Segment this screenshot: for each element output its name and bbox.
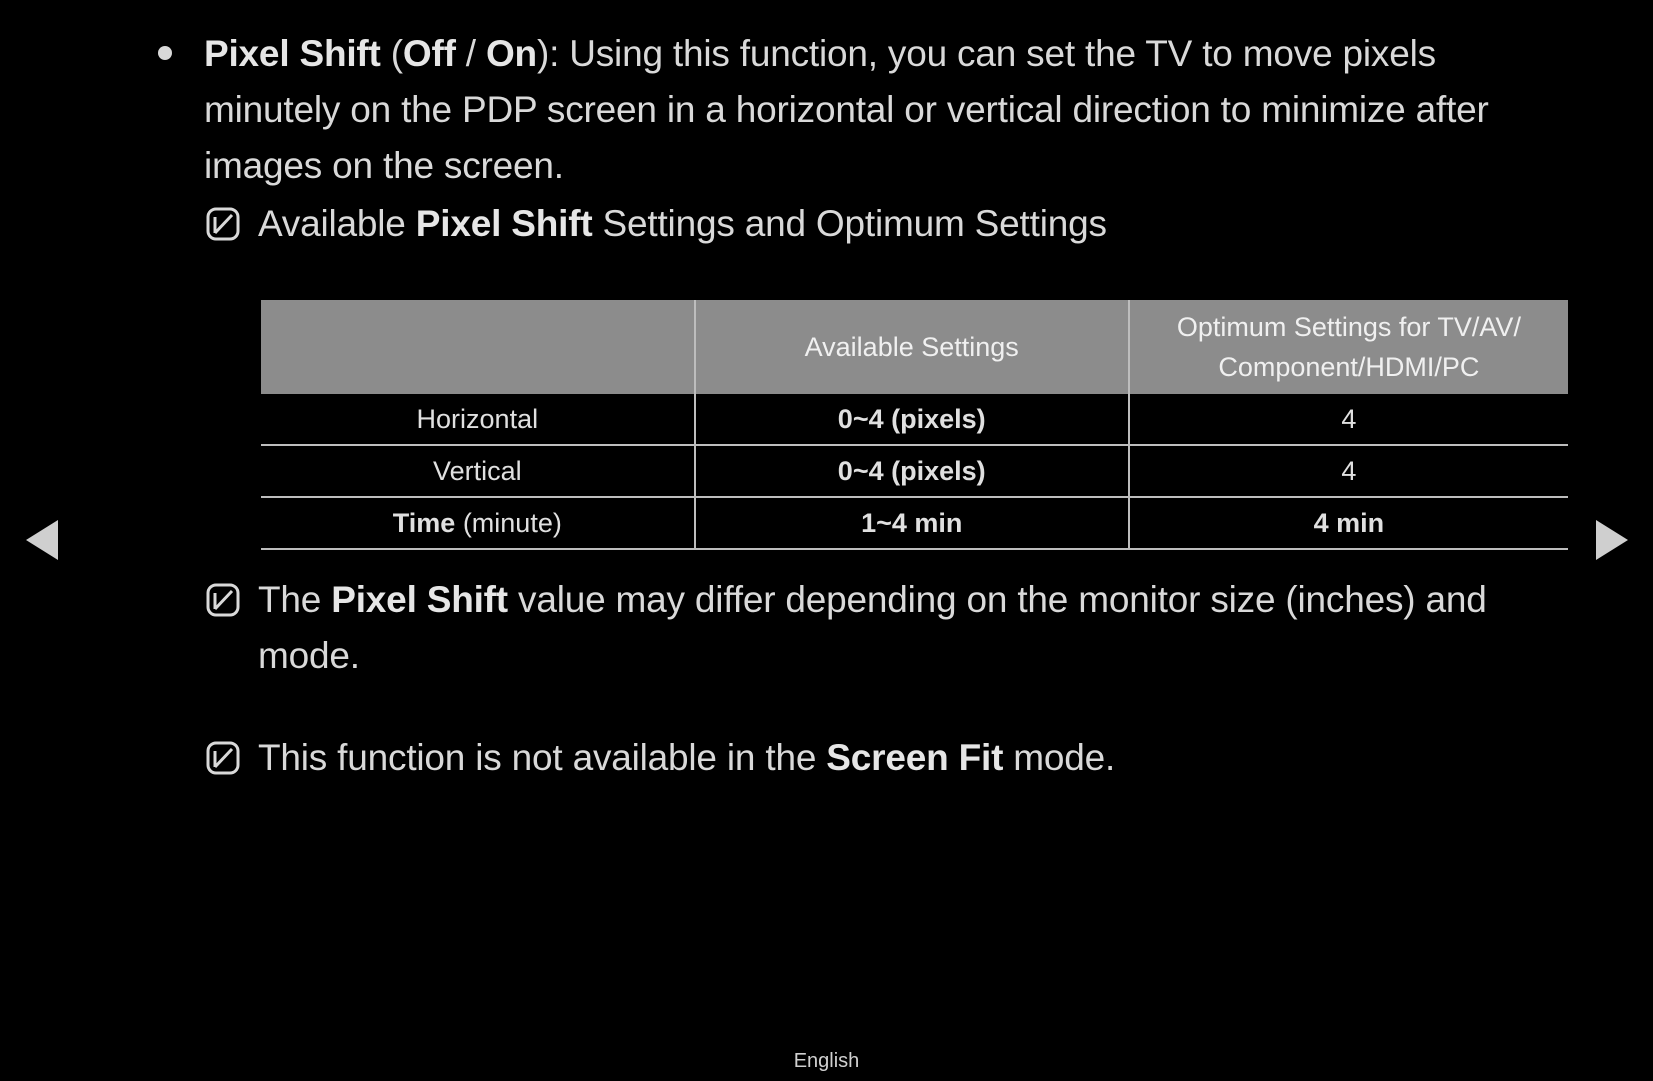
table-header-available: Available Settings	[695, 300, 1129, 394]
note1-post: Settings and Optimum Settings	[592, 203, 1107, 244]
note3-text	[258, 730, 1598, 786]
table-header-row	[261, 300, 1568, 394]
description-text: Using this function, you can set the TV to move pixels minutely on the PDP screen in a horizontal or vertical direction to minimize after images on the screen.	[204, 33, 1489, 186]
note-screen-fit	[206, 730, 1598, 786]
table-header-optimum: Optimum Settings for TV/AV/ Component/HDMI/PC	[1129, 300, 1568, 394]
table-row	[261, 394, 1568, 445]
bullet-dot-icon	[158, 46, 172, 60]
note1-bold: Pixel Shift	[415, 203, 593, 244]
pixel-shift-title: Pixel Shift	[204, 33, 381, 74]
note-icon	[206, 741, 240, 775]
note-monitor-size	[206, 572, 1598, 684]
note2-post: value may differ depending on the monitor size (inches) and mode.	[258, 579, 1487, 676]
row-label	[261, 445, 695, 497]
note1-text	[258, 196, 1598, 252]
note2-bold: Pixel Shift	[331, 579, 508, 620]
row-label-suffix: (minute)	[455, 507, 562, 538]
table-header-empty	[261, 300, 695, 394]
note-icon	[206, 583, 240, 617]
note1-pre: Available	[258, 203, 416, 244]
pixel-shift-settings-table	[261, 300, 1568, 550]
row-available: 0~4 (pixels)	[695, 445, 1129, 497]
note3-bold: Screen Fit	[826, 737, 1004, 778]
next-page-triangle-right-icon[interactable]	[1596, 520, 1628, 560]
row-label	[261, 394, 695, 445]
paren-close: ):	[536, 33, 570, 74]
pixel-shift-bullet	[158, 26, 1578, 194]
note2-pre: The	[258, 579, 332, 620]
prev-page-triangle-left-icon[interactable]	[26, 520, 58, 560]
row-label-text: Vertical	[433, 455, 522, 486]
paren-open: (	[380, 33, 403, 74]
footer-language: English	[793, 1050, 860, 1072]
pixel-shift-description	[204, 26, 1578, 194]
row-label-text: Horizontal	[416, 403, 539, 434]
row-label-text: Time	[392, 507, 456, 538]
note3-pre: This function is not available in the	[258, 737, 827, 778]
row-label	[261, 497, 695, 549]
row-available: 0~4 (pixels)	[695, 394, 1129, 445]
note-icon	[206, 207, 240, 241]
table-row	[261, 497, 1568, 549]
row-optimum: 4	[1129, 394, 1568, 445]
row-optimum: 4	[1129, 445, 1568, 497]
row-optimum: 4 min	[1129, 497, 1568, 549]
option-separator: /	[455, 33, 486, 74]
option-on: On	[485, 33, 537, 74]
note-available-settings	[206, 196, 1598, 252]
row-available: 1~4 min	[695, 497, 1129, 549]
note2-text	[258, 572, 1598, 684]
table-row	[261, 445, 1568, 497]
note3-post: mode.	[1003, 737, 1116, 778]
option-off: Off	[402, 33, 456, 74]
